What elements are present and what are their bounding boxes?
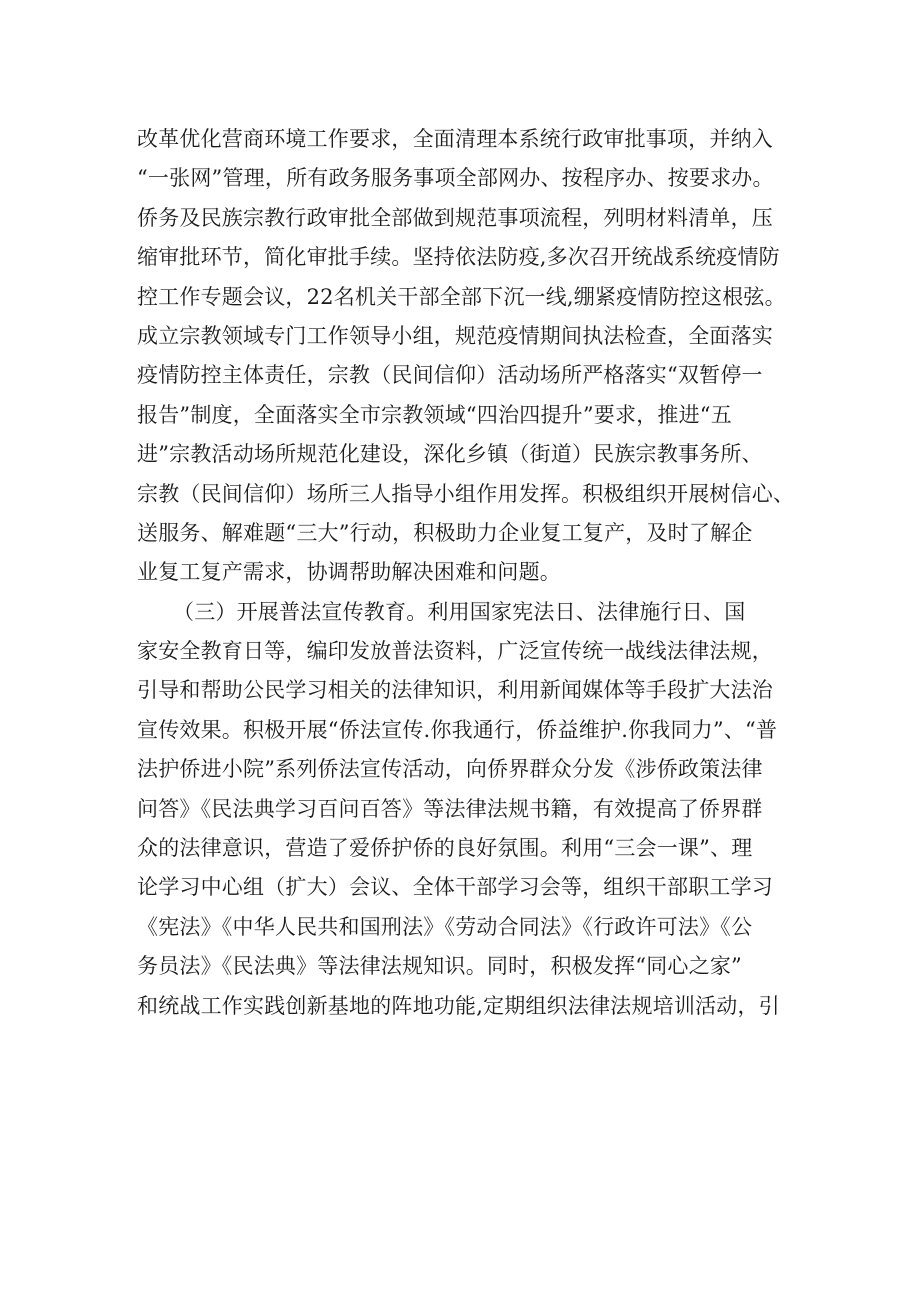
text-line: 问答》《民法典学习百问百答》等法律法规书籍，有效提高了侨界群 <box>137 796 763 821</box>
text-line: 疫情防控主体责任，宗教（民间信仰）活动场所严格落实“双暂停一 <box>137 363 763 388</box>
text-line: 众的法律意识，营造了爱侨护侨的良好氛围。利用“三会一课”、理 <box>137 836 753 861</box>
text-line: 宗教（民间信仰）场所三人指导小组作用发挥。积极组织开展树信心、 <box>137 481 795 506</box>
text-line: 法护侨进小院”系列侨法宣传活动，向侨界群众分发《涉侨政策法律 <box>137 757 763 782</box>
text-line: 送服务、解难题“三大”行动，积极助力企业复工复产，及时了解企 <box>137 520 753 545</box>
text-line: 引导和帮助公民学习相关的法律知识，利用新闻媒体等手段扩大法治 <box>137 678 773 703</box>
text-line: 务员法》《民法典》等法律法规知识。同时，积极发挥“同心之家” <box>137 954 742 979</box>
text-line: 成立宗教领域专门工作领导小组，规范疫情期间执法检查，全面落实 <box>137 323 773 348</box>
text-line: 和统战工作实践创新基地的阵地功能,定期组织法律法规培训活动，引 <box>137 993 780 1018</box>
text-line: 《宪法》《中华人民共和国刑法》《劳动合同法》《行政许可法》《公 <box>137 914 753 939</box>
text-line: 侨务及民族宗教行政审批全部做到规范事项流程，列明材料清单，压 <box>137 205 773 230</box>
text-line: 宣传效果。积极开展“侨法宣传.你我通行，侨益维护.你我同力”、“普 <box>137 717 778 742</box>
text-line: 进”宗教活动场所规范化建设，深化乡镇（街道）民族宗教事务所、 <box>137 442 763 467</box>
text-line: 缩审批环节，简化审批手续。坚持依法防疫,多次召开统战系统疫情防 <box>137 245 780 270</box>
text-line: （三）开展普法宣传教育。利用国家宪法日、法律施行日、国 <box>173 599 746 624</box>
text-line: 改革优化营商环境工作要求，全面清理本系统行政审批事项，并纳入 <box>137 127 773 151</box>
text-line: 论学习中心组（扩大）会议、全体干部学习会等，组织干部职工学习 <box>137 875 773 900</box>
text-line: 家安全教育日等，编印发放普法资料，广泛宣传统一战线法律法规， <box>137 639 773 664</box>
text-line: 报告”制度，全面落实全市宗教领域“四治四提升”要求，推进“五 <box>137 402 732 427</box>
text-line: “一张网”管理，所有政务服务事项全部网办、按程序办、按要求办。 <box>137 166 774 191</box>
body-text <box>137 120 797 1026</box>
text-line: 控工作专题会议，22名机关干部全部下沉一线,绷紧疫情防控这根弦。 <box>137 284 786 309</box>
text-line: 业复工复产需求，协调帮助解决困难和问题。 <box>137 560 561 585</box>
